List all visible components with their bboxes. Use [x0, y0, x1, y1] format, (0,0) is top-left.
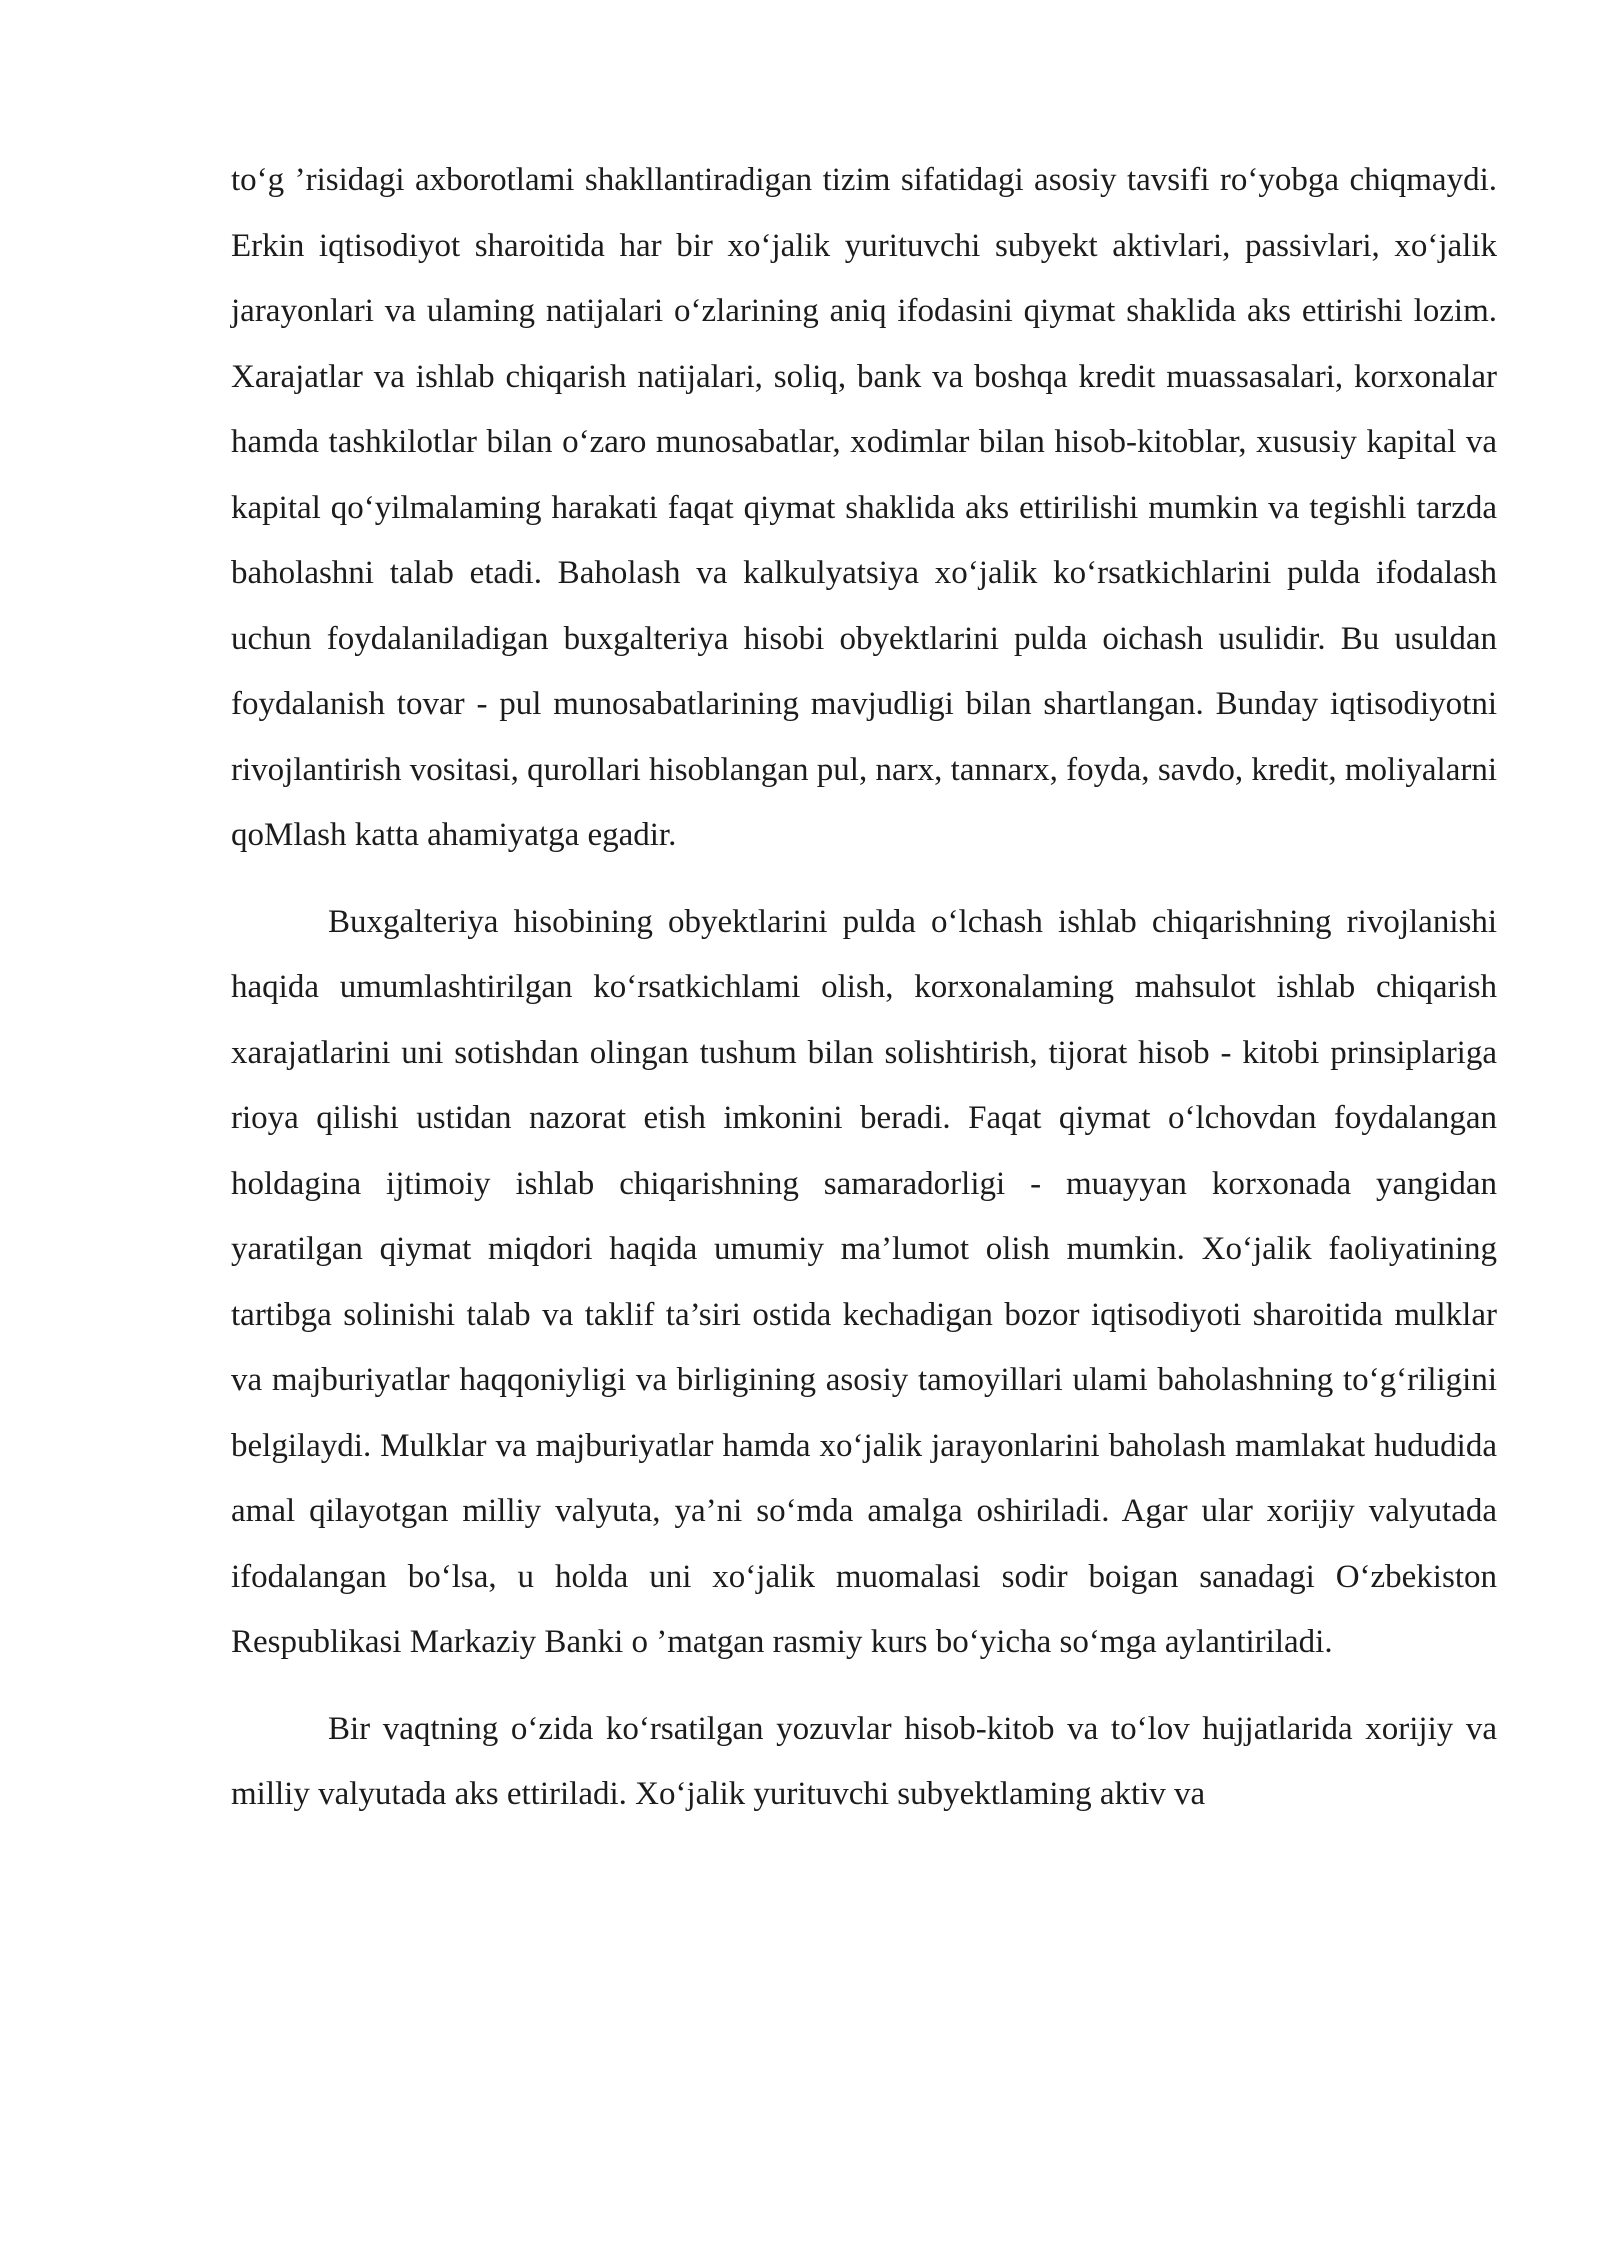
paragraph: to‘g ’risidagi axborotlami shakllantiradigan tizim sifatidagi asosiy tavsifi ro‘yobga chiqmaydi. Erkin iqtisodiyot sharoitida har bir xo‘jalik yurituvchi subyekt aktivlari, passivlari, xo‘jalik jarayonlari va ulaming natijalari o‘zlarining aniq ifodasini qiymat shaklida aks ettirishi lozim. Xarajatlar va ishlab chiqarish natijalari, soliq, bank va boshqa kredit muassasalari, korxonalar hamda tashkilotlar bilan o‘zaro munosabatlar, xodimlar bilan hisob-kitoblar, xususiy kapital va kapital qo‘yilmalaming harakati faqat qiymat shaklida aks ettirilishi mumkin va tegishli tarzda baholashni talab etadi. Baholash va kalkulyatsiya xo‘jalik ko‘rsatkichlarini pulda ifodalash uchun foydalaniladigan buxgalteriya hisobi obyektlarini pulda oichash usulidir. Bu usuldan foydalanish tovar - pul munosabatlarining mavjudligi bilan shartlangan. Bunday iqtisodiyotni rivojlantirish vositasi, qurollari hisoblangan pul, narx, tannarx, foyda, savdo, kredit, moliyalarni qoMlash katta ahamiyatga egadir. — [231, 162, 1497, 853]
paragraph: Buxgalteriya hisobining obyektlarini pulda o‘lchash ishlab chiqarishning rivojlanishi haqida umumlashtirilgan ko‘rsatkichlami olish, korxonalaming mahsulot ishlab chiqarish xarajatlarini uni sotishdan olingan tushum bilan solishtirish, tijorat hisob - kitobi prinsiplariga rioya qilishi ustidan nazorat etish imkonini beradi. Faqat qiymat o‘lchovdan foydalangan holdagina ijtimoiy ishlab chiqarishning samaradorligi - muayyan korxonada yangidan yaratilgan qiymat miqdori haqida umumiy ma’lumot olish mumkin. Xo‘jalik faoliyatining tartibga solinishi talab va taklif ta’siri ostida kechadigan bozor iqtisodiyoti sharoitida mulklar va majburiyatlar haqqoniyligi va birligining asosiy tamoyillari ulami baholashning to‘g‘riligini belgilaydi. Mulklar va majburiyatlar hamda xo‘jalik jarayonlarini baholash mamlakat hududida amal qilayotgan milliy valyuta, ya’ni so‘mda amalga oshiriladi. Agar ular xorijiy valyutada ifodalangan bo‘lsa, u holda uni xo‘jalik muomalasi sodir boigan sanadagi O‘zbekiston Respublikasi Markaziy Banki o ’matgan rasmiy kurs bo‘yicha so‘mga aylantiriladi. — [231, 903, 1497, 1660]
document-body — [231, 148, 1497, 1828]
paragraph: Bir vaqtning o‘zida ko‘rsatilgan yozuvlar hisob-kitob va to‘lov hujjatlarida xorijiy va milliy valyutada aks ettiriladi. Xo‘jalik yurituvchi subyektlaming aktiv va — [231, 1710, 1497, 1812]
